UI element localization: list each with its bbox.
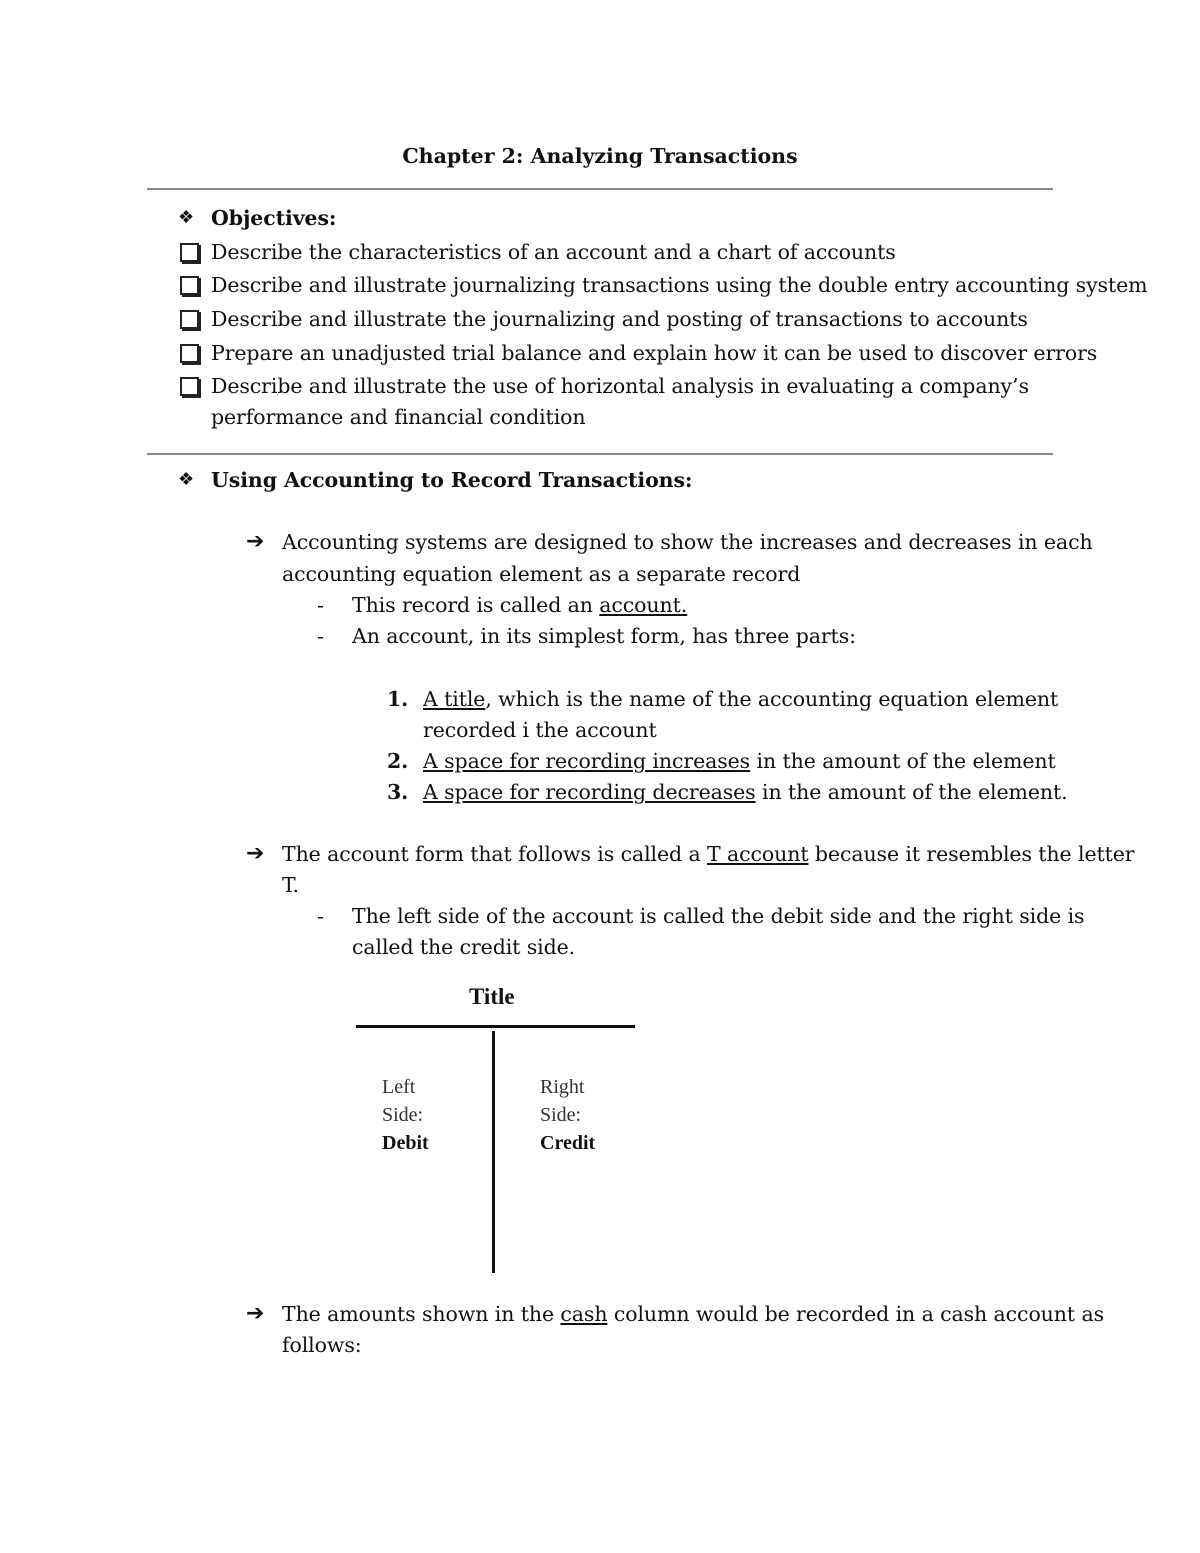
sub-bullet-text-continued: called the credit side. bbox=[352, 935, 576, 959]
bullet-text bbox=[282, 840, 1134, 868]
list-item-term: A title bbox=[423, 687, 486, 711]
list-number: 1. bbox=[387, 687, 409, 711]
arrow-bullet-icon: ➔ bbox=[246, 1301, 265, 1326]
bullet-text-continued: follows: bbox=[282, 1333, 362, 1357]
diamond-bullet-icon: ❖ bbox=[178, 469, 195, 490]
dash-bullet: - bbox=[317, 904, 324, 928]
objective-item: Describe and illustrate the use of horizontal analysis in evaluating a company’s bbox=[211, 374, 1029, 398]
cash-term: cash bbox=[560, 1302, 608, 1326]
section-divider bbox=[147, 453, 1053, 455]
checkbox-icon bbox=[180, 377, 199, 396]
bullet-text bbox=[282, 1300, 1104, 1328]
objective-item: Prepare an unadjusted trial balance and explain how it can be used to discover errors bbox=[211, 341, 1098, 365]
list-number: 3. bbox=[387, 780, 409, 804]
arrow-bullet-icon: ➔ bbox=[246, 529, 265, 554]
objective-item: Describe and illustrate journalizing transactions using the double entry accounting system bbox=[211, 273, 1148, 297]
list-item bbox=[423, 778, 1068, 806]
dash-bullet: - bbox=[317, 624, 324, 648]
objective-item: Describe and illustrate the journalizing and posting of transactions to accounts bbox=[211, 307, 1028, 331]
objectives-heading: Objectives: bbox=[211, 206, 337, 230]
page-title: Chapter 2: Analyzing Transactions bbox=[402, 144, 798, 168]
bullet-text-suffix: column would be recorded in a cash account as bbox=[607, 1302, 1104, 1326]
list-item-continued: recorded i the account bbox=[423, 718, 657, 742]
t-account-term: T account bbox=[707, 842, 809, 866]
list-item bbox=[423, 747, 1056, 775]
t-account-vertical-line bbox=[492, 1031, 495, 1273]
t-account-title: Title bbox=[469, 984, 515, 1009]
bullet-text-suffix: because it resembles the letter bbox=[808, 842, 1135, 866]
bullet-text: Accounting systems are designed to show the increases and decreases in each bbox=[282, 530, 1093, 554]
t-account-top-line bbox=[356, 1025, 635, 1028]
list-item-term: A space for recording increases bbox=[423, 749, 751, 773]
checkbox-icon bbox=[180, 276, 199, 295]
debit-label: Debit bbox=[382, 1132, 429, 1154]
right-side-label: Side: bbox=[540, 1104, 582, 1126]
credit-label: Credit bbox=[540, 1132, 596, 1154]
list-item bbox=[423, 685, 1058, 713]
top-divider bbox=[147, 188, 1053, 190]
bullet-text-prefix: The account form that follows is called a bbox=[282, 842, 707, 866]
sub-bullet-prefix: This record is called an bbox=[352, 593, 600, 617]
left-side-label: Side: bbox=[382, 1104, 424, 1126]
diamond-bullet-icon: ❖ bbox=[178, 207, 195, 228]
checkbox-icon bbox=[180, 344, 199, 363]
bullet-text-continued: T. bbox=[282, 873, 299, 897]
list-number: 2. bbox=[387, 749, 409, 773]
section-heading: Using Accounting to Record Transactions: bbox=[211, 468, 693, 492]
list-item-rest: in the amount of the element bbox=[750, 749, 1056, 773]
checkbox-icon bbox=[180, 243, 199, 262]
right-side-label: Right bbox=[540, 1076, 585, 1098]
list-item-rest: , which is the name of the accounting equation element bbox=[485, 687, 1059, 711]
objective-item: Describe the characteristics of an account and a chart of accounts bbox=[211, 240, 896, 264]
dash-bullet: - bbox=[317, 593, 324, 617]
account-term: account. bbox=[599, 593, 688, 617]
checkbox-icon bbox=[180, 310, 199, 329]
bullet-text-prefix: The amounts shown in the bbox=[282, 1302, 561, 1326]
left-side-label: Left bbox=[382, 1076, 416, 1098]
objective-item-continued: performance and financial condition bbox=[211, 405, 586, 429]
sub-bullet-text: An account, in its simplest form, has three parts: bbox=[352, 624, 856, 648]
sub-bullet-text bbox=[352, 591, 687, 619]
arrow-bullet-icon: ➔ bbox=[246, 841, 265, 866]
bullet-text-continued: accounting equation element as a separate record bbox=[282, 562, 801, 586]
list-item-term: A space for recording decreases bbox=[423, 780, 756, 804]
list-item-rest: in the amount of the element. bbox=[755, 780, 1068, 804]
sub-bullet-text: The left side of the account is called the debit side and the right side is bbox=[352, 904, 1085, 928]
